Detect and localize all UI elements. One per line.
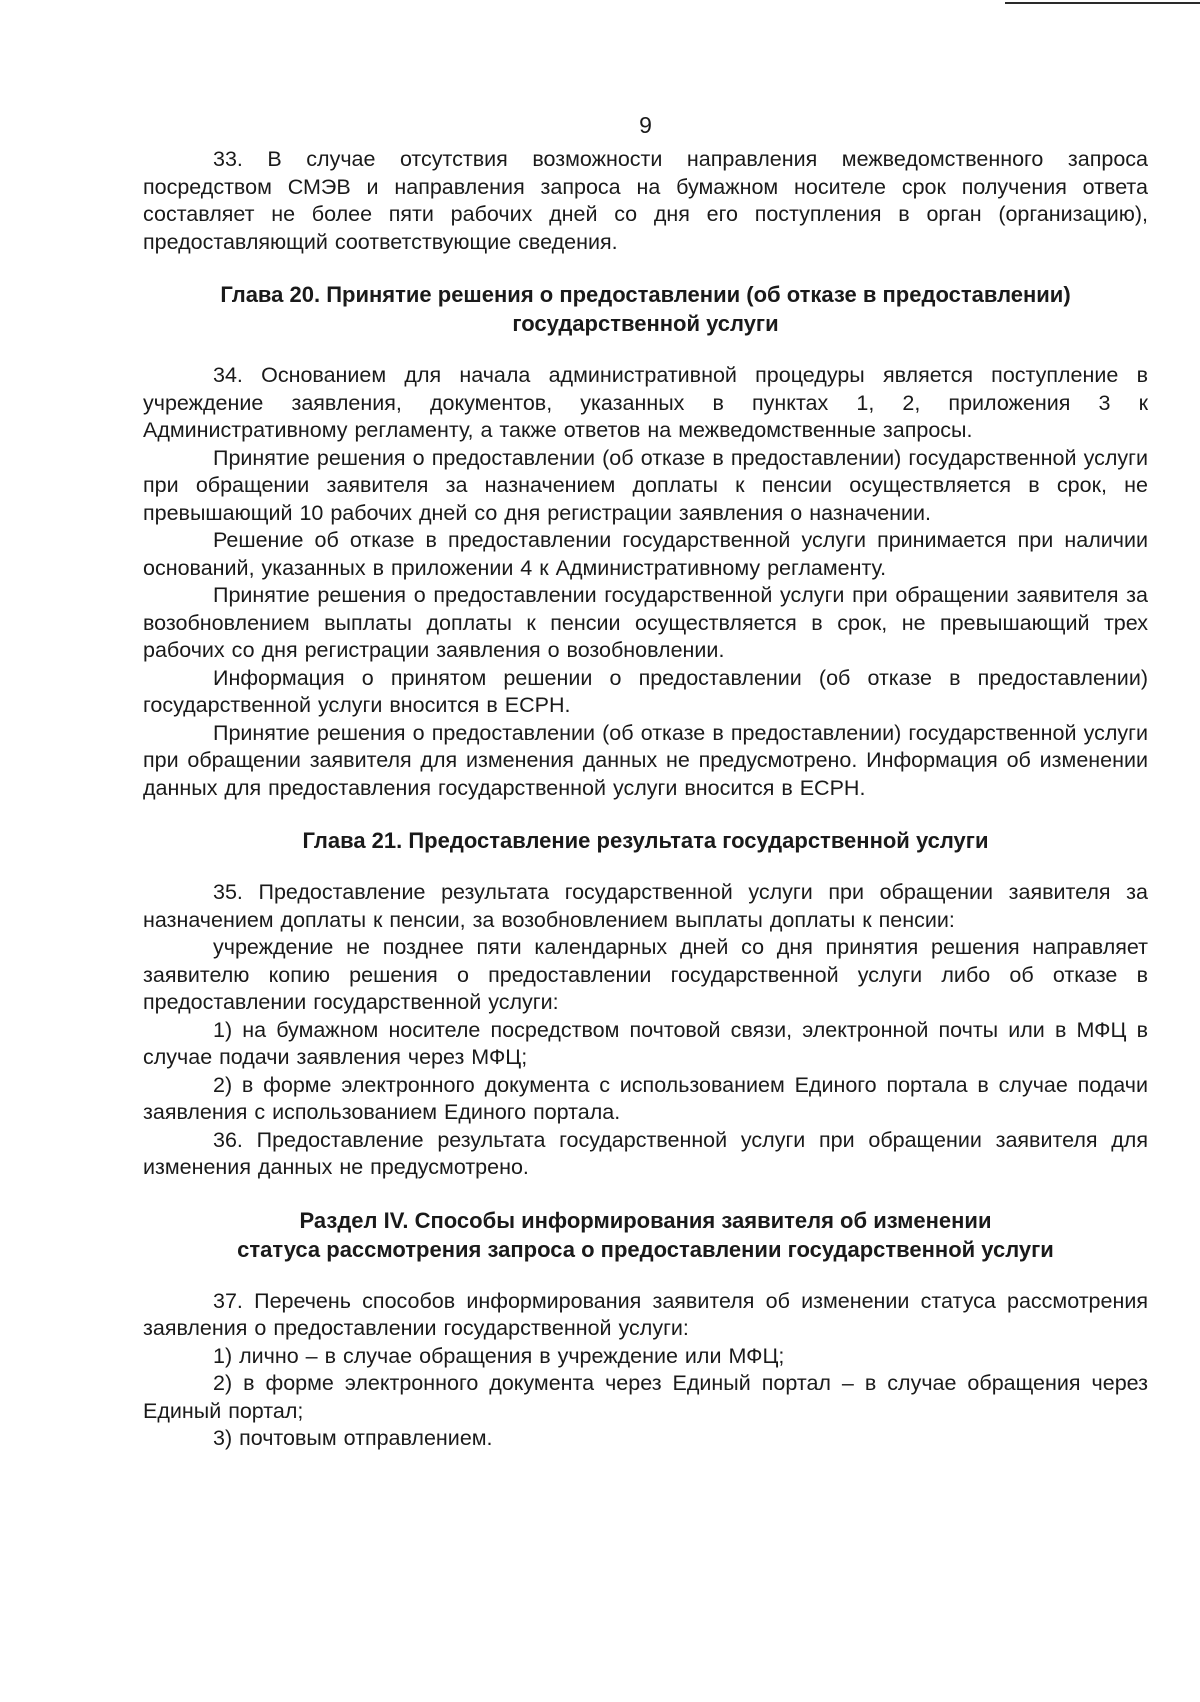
section-4-heading	[143, 1206, 1148, 1264]
paragraph-35: 35. Предоставление результата государственной услуги при обращении заявителя за назначением доплаты к пенсии, за возобновлением выплаты доплаты к пенсии:	[143, 880, 1148, 932]
paragraph-33: 33. В случае отсутствия возможности направления межведомственного запроса посредством СМЭВ и направления запроса на бумажном носителе срок получения ответа составляет не более пяти рабочих дней со дня его поступления в орган (организацию), предоставляющий соответствующие сведения.	[143, 147, 1148, 254]
heading-line: государственной услуги	[512, 311, 779, 336]
paragraph-37: 37. Перечень способов информирования заявителя об изменении статуса рассмотрения заявления о предоставлении государственной услуги:	[143, 1288, 1148, 1340]
paragraph: Принятие решения о предоставлении государственной услуги при обращении заявителя за возобновлением выплаты доплаты к пенсии осуществляется в срок, не превышающий трех рабочих со дня регистрации заявления о возобновлении.	[143, 583, 1148, 662]
paragraph: Решение об отказе в предоставлении государственной услуги принимается при наличии оснований, указанных в приложении 4 к Административному регламенту.	[143, 528, 1148, 580]
list-item: 1) лично – в случае обращения в учреждение или МФЦ;	[213, 1343, 785, 1368]
paragraph: Информация о принятом решении о предоставлении (об отказе в предоставлении) государственной услуги вносится в ЕСРН.	[143, 665, 1148, 717]
heading-line: Глава 21. Предоставление результата государственной услуги	[302, 828, 989, 853]
scan-edge-mark	[1005, 2, 1200, 4]
list-item: 3) почтовым отправлением.	[213, 1426, 493, 1450]
paragraph: Принятие решения о предоставлении (об отказе в предоставлении) государственной услуги при обращении заявителя для изменения данных не предусмотрено. Информация об изменении данных для предоставления государственной услуги вносится в ЕСРН.	[143, 720, 1148, 800]
paragraph: Принятие решения о предоставлении (об отказе в предоставлении) государственной услуги при обращении заявителя за назначением доплаты к пенсии осуществляется в срок, не превышающий 10 рабочих дней со дня регистрации заявления о назначении.	[143, 445, 1148, 525]
list-item: 2) в форме электронного документа с использованием Единого портала в случае подачи заявления с использованием Единого портала.	[143, 1072, 1148, 1124]
page-number: 9	[639, 112, 652, 138]
heading-line: статуса рассмотрения запроса о предоставлении государственной услуги	[237, 1236, 1054, 1262]
list-item: 1) на бумажном носителе посредством почтовой связи, электронной почты или в МФЦ в случае подачи заявления через МФЦ;	[143, 1017, 1148, 1069]
document-page	[143, 112, 1148, 1453]
paragraph-34: 34. Основанием для начала административной процедуры является поступление в учреждение заявления, документов, указанных в пунктах 1, 2, приложения 3 к Административному регламенту, а также ответов на межведомственные запросы.	[143, 363, 1148, 442]
paragraph: учреждение не позднее пяти календарных дней со дня принятия решения направляет заявителю копию решения о предоставлении государственной услуги либо об отказе в предоставлении государственной услуги:	[143, 935, 1148, 1014]
chapter-20-heading	[143, 280, 1148, 338]
list-item: 2) в форме электронного документа через Единый портал – в случае обращения через Единый портал;	[143, 1371, 1148, 1423]
heading-line: Раздел IV. Способы информирования заявителя об изменении	[299, 1207, 992, 1233]
chapter-21-heading	[143, 826, 1148, 855]
heading-line: Глава 20. Принятие решения о предоставлении (об отказе в предоставлении)	[220, 282, 1071, 307]
paragraph-36: 36. Предоставление результата государственной услуги при обращении заявителя для изменения данных не предусмотрено.	[143, 1127, 1148, 1179]
